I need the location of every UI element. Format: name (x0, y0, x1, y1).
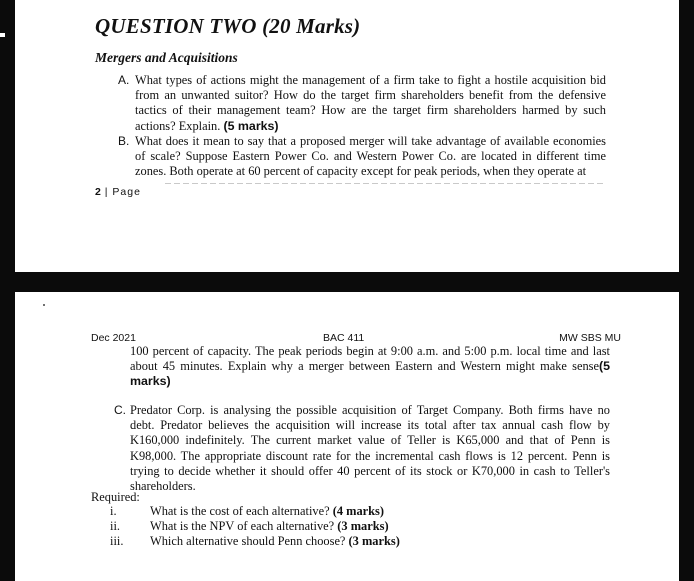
page-break-line (165, 183, 605, 184)
required-num: iii. (110, 534, 124, 548)
item-c-text: Predator Corp. is analysing the possible acquisition of Target Company. Both firms have no debt. Predator believes the acquisition will increase its total after tax annual cash flow by K160,000 indefinitely. The current market value of Teller is K65,000 and that of Penn is K98,000. The appropriate discount rate for the incremental cash flows is 12 percent. Penn is trying to decide whether it should offer 40 percent of its stock or K70,000 in cash to Teller's shareholders. (130, 403, 610, 494)
required-text (150, 519, 389, 534)
page-label: | Page (104, 186, 141, 198)
required-num: ii. (110, 519, 120, 533)
required-question: What is the NPV of each alternative? (150, 519, 335, 533)
question-title: QUESTION TWO (20 Marks) (95, 14, 361, 38)
required-marks: (4 marks) (332, 504, 384, 518)
item-marker: A. (118, 73, 130, 87)
item-a-marks: (5 marks) (223, 118, 279, 133)
item-b-continuation (130, 344, 610, 390)
required-question: Which alternative should Penn choose? (150, 534, 346, 548)
item-marker: C. (114, 403, 126, 417)
header-course: BAC 411 (323, 332, 365, 344)
required-question: What is the cost of each alternative? (150, 504, 330, 518)
section-subtitle: Mergers and Acquisitions (95, 50, 238, 65)
item-text (135, 73, 606, 134)
document-page-top (15, 0, 679, 272)
required-text (150, 534, 400, 549)
item-a-text: What types of actions might the management of a firm take to fight a hostile acquisition bid from an unwanted suitor? How do the target firm shareholders benefit from the defensive tactics of their management team? How are the target firm shareholders harmed by such actions? Explain. (135, 73, 606, 133)
required-label: Required: (91, 490, 140, 504)
continuation-marks: (5 marks) (130, 359, 610, 389)
header-date: Dec 2021 (91, 332, 136, 344)
item-b-text: What does it mean to say that a proposed merger will take advantage of available economies of scale? Suppose Eastern Power Co. and Western Power Co. are located in different time zones. Both operate at 60 percent of capacity except for peak periods, when they operate at (135, 134, 606, 179)
header-institution: MW SBS MU (559, 332, 621, 344)
edge-artifact (0, 33, 5, 37)
required-num: i. (110, 504, 117, 518)
speck-mark (43, 304, 45, 306)
required-marks: (3 marks) (348, 534, 400, 548)
page-number-footer (95, 186, 141, 198)
document-page-bottom (15, 292, 679, 581)
page-number: 2 (95, 186, 101, 198)
item-marker: B. (118, 134, 130, 148)
continuation-text: 100 percent of capacity. The peak periods begin at 9:00 a.m. and 5:00 p.m. local time and last about 45 minutes. Explain why a merger between Eastern and Western might make sense (130, 344, 610, 374)
item-text (135, 134, 606, 180)
required-text (150, 504, 384, 519)
required-marks: (3 marks) (337, 519, 389, 533)
item-text (130, 403, 610, 494)
